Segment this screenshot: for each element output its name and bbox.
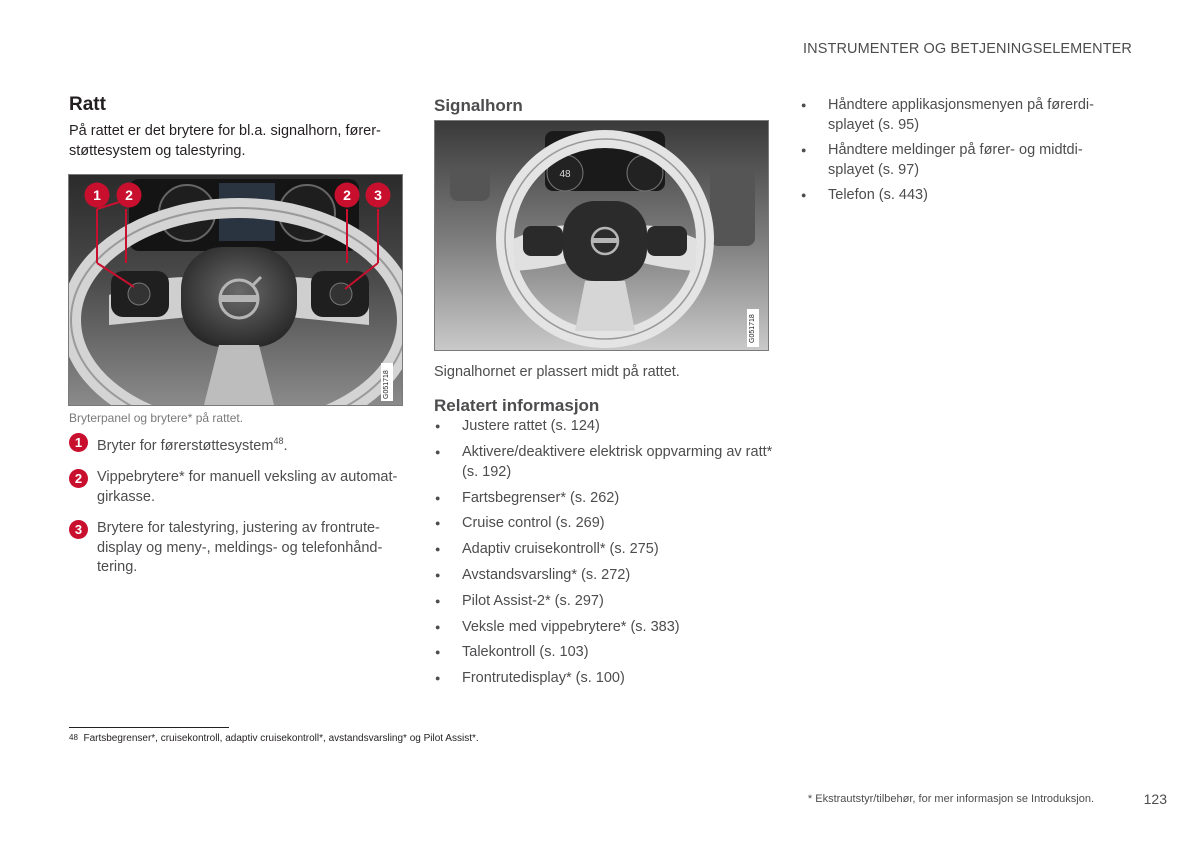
related-link[interactable]: ● Avstandsvarsling* (s. 272) [434,565,774,585]
related-links-list [434,416,774,694]
switch-list [69,432,409,590]
svg-text:3: 3 [374,187,382,203]
number-badge: 3 [69,520,88,539]
related-link[interactable]: ● Håndtere applikasjonsmenyen på førerdi-splayet (s. 95) [800,95,1120,135]
list-item: 2 Vippebrytere* for manuell veksling av automat-girkasse. [69,468,409,507]
callout-2-left [117,183,142,208]
accessory-note: * Ekstrautstyr/tilbehør, for mer informasjon se Introduksjon. [807,793,1094,805]
list-item: 3 Brytere for talestyring, justering av frontrute-display og meny-, meldings- og telefonhånd-tering. [69,519,409,578]
horn-caption: Signalhornet er plassert midt på rattet. [434,364,680,380]
related-link[interactable]: ● Veksle med vippebrytere* (s. 383) [434,617,774,637]
callout-1 [85,183,110,208]
section-title-signalhorn: Signalhorn [434,96,523,115]
number-badge: 1 [69,433,88,452]
related-link[interactable]: ● Cruise control (s. 269) [434,513,774,533]
speed-readout: 76 [179,205,195,220]
callout-3 [366,183,391,208]
footnote-divider [69,727,229,728]
footnote-text: Fartsbegrenser*, cruisekontroll, adaptiv cruisekontroll*, avstandsvarsling* og Pilot Assist*. [83,733,479,744]
steering-wheel-switches-image [68,174,403,406]
page-number: 123 [1143,791,1167,807]
section-title-related: Relatert informasjon [434,396,600,415]
speed-readout: 48 [559,169,571,180]
right-column-links [800,95,1120,210]
related-link[interactable]: ● Håndtere meldinger på fører- og midtdi-splayet (s. 97) [800,140,1120,180]
related-link[interactable]: ● Adaptiv cruisekontroll* (s. 275) [434,539,774,559]
steering-wheel-illustration [69,175,402,405]
figure-code: G051718 [383,370,390,399]
horn-steering-wheel-image [434,120,769,351]
related-link[interactable]: ● Pilot Assist-2* (s. 297) [434,591,774,611]
related-link[interactable]: ● Aktivere/deaktivere elektrisk oppvarming av ratt* (s. 192) [434,442,774,482]
number-badge: 2 [69,469,88,488]
figure-caption: Bryterpanel og brytere* på rattet. [69,411,244,425]
footnote [69,733,479,744]
horn-wheel-illustration [435,121,768,350]
callout-2-right [335,183,360,208]
related-link[interactable]: ● Fartsbegrenser* (s. 262) [434,488,774,508]
svg-text:2: 2 [125,187,133,203]
figure-code: G051718 [749,314,756,343]
list-item: 1 Bryter for førerstøttesystem$^{48}$. [69,432,409,456]
footnote-ref[interactable]: 48 [273,436,284,446]
related-link[interactable]: ● Frontrutedisplay* (s. 100) [434,668,774,688]
footnote-number: 48 [69,733,78,742]
related-link[interactable]: ● Justere rattet (s. 124) [434,416,774,436]
svg-text:1: 1 [93,187,101,203]
page-header: INSTRUMENTER OG BETJENINGSELEMENTER [803,41,1132,57]
section-title-ratt: Ratt [69,94,106,115]
related-link[interactable]: ● Telefon (s. 443) [800,185,1120,205]
svg-text:2: 2 [343,187,351,203]
ratt-intro: På rattet er det brytere for bl.a. signalhorn, fører-støttesystem og talestyring. [69,123,381,159]
related-link[interactable]: ● Talekontroll (s. 103) [434,642,774,662]
